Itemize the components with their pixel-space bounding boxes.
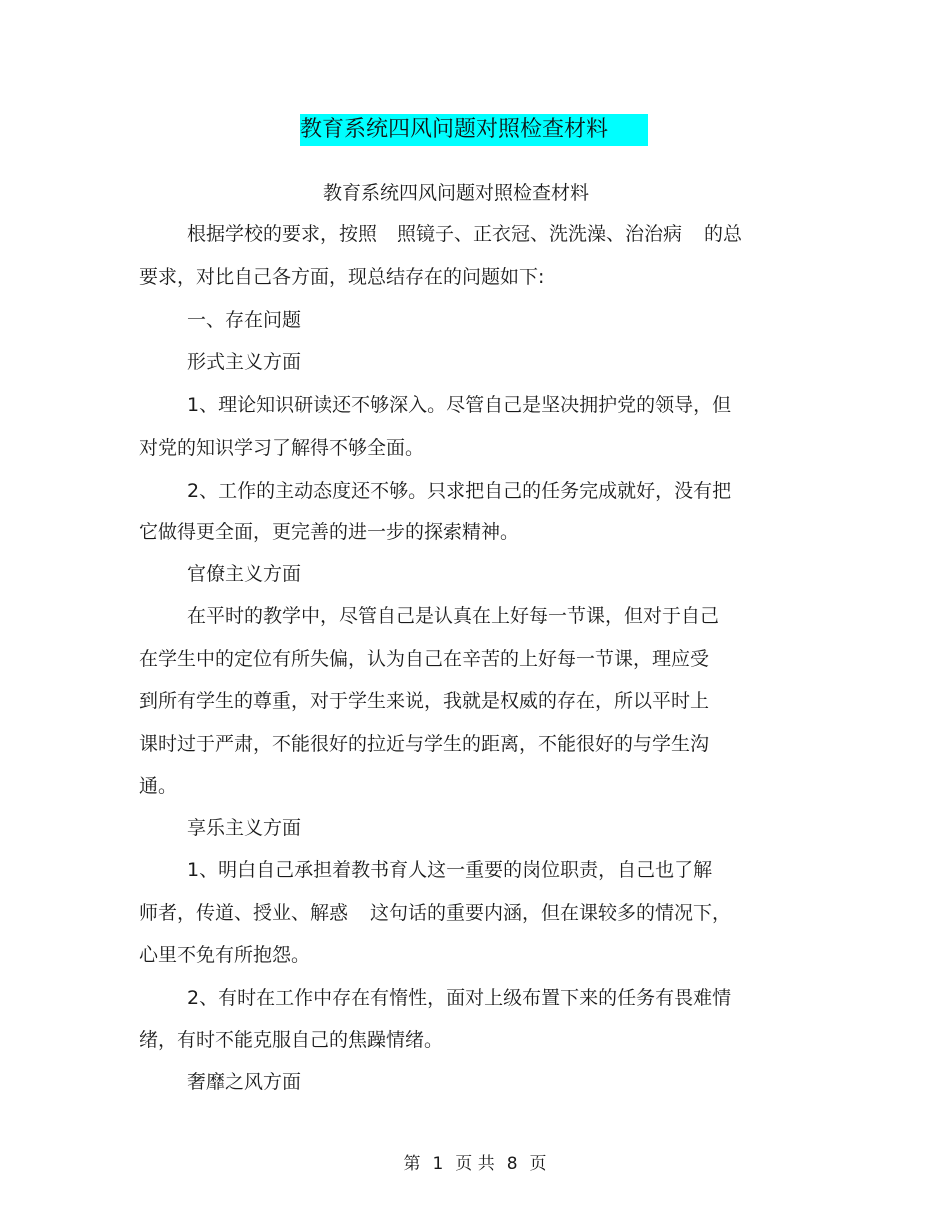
highlighted-title-text: 教育系统四风问题对照检查材料: [300, 117, 609, 142]
paragraph-text-b: 这句话的重要内涵，但在课较多的情况下，: [370, 902, 732, 924]
paragraph-line: 课时过于严肃，不能很好的拉近与学生的距离，不能很好的与学生沟: [139, 733, 710, 755]
subsection-heading-formalism: 形式主义方面: [187, 351, 302, 373]
intro-paragraph-line: [187, 222, 742, 246]
intro-text-a: 根据学校的要求，按照: [187, 223, 378, 245]
subsection-heading-hedonism: 享乐主义方面: [187, 817, 302, 839]
section-heading: 一、存在问题: [187, 309, 302, 331]
footer-page-number: 1: [432, 1154, 444, 1174]
footer-page-prefix: 第: [403, 1154, 421, 1174]
paragraph-line: 2、有时在工作中存在有惰性，面对上级布置下来的任务有畏难情: [187, 987, 732, 1009]
footer-page-mid: 页 共: [455, 1154, 495, 1174]
paragraph-line: 心里不免有所抱怨。: [139, 944, 311, 966]
page-footer: [0, 1152, 950, 1176]
paragraph-line: 它做得更全面，更完善的进一步的探索精神。: [139, 521, 520, 543]
intro-text-b: 照镜子、正衣冠、洗洗澡、治治病: [397, 223, 683, 245]
paragraph-line: 1、明白自己承担着教书育人这一重要的岗位职责，自己也了解: [187, 859, 713, 881]
paragraph-line: 通。: [139, 775, 178, 797]
intro-text-c: 的总: [704, 223, 743, 245]
paragraph-text-a: 师者，传道、授业、解惑: [139, 902, 349, 924]
paragraph-line: 在平时的教学中，尽管自己是认真在上好每一节课，但对于自己: [187, 605, 720, 627]
intro-paragraph-line: 要求，对比自己各方面，现总结存在的问题如下:: [139, 266, 545, 288]
paragraph-line: [139, 901, 731, 925]
paragraph-line: 1、理论知识研读还不够深入。尽管自己是坚决拥护党的领导，但: [187, 394, 732, 416]
document-subtitle: 教育系统四风问题对照检查材料: [323, 182, 590, 204]
footer-total-pages: 8: [506, 1154, 518, 1174]
paragraph-line: 对党的知识学习了解得不够全面。: [139, 437, 425, 459]
paragraph-line: 到所有学生的尊重，对于学生来说，我就是权威的存在，所以平时上: [139, 690, 710, 712]
footer-page-suffix: 页: [529, 1154, 547, 1174]
paragraph-line: 在学生中的定位有所失偏，认为自己在辛苦的上好每一节课，理应受: [139, 648, 710, 670]
paragraph-line: 2、工作的主动态度还不够。只求把自己的任务完成就好，没有把: [187, 480, 732, 502]
subsection-heading-bureaucracy: 官僚主义方面: [187, 563, 302, 585]
subsection-heading-extravagance: 奢靡之风方面: [187, 1071, 302, 1093]
highlighted-title: [300, 114, 648, 146]
paragraph-line: 绪，有时不能克服自己的焦躁情绪。: [139, 1029, 444, 1051]
